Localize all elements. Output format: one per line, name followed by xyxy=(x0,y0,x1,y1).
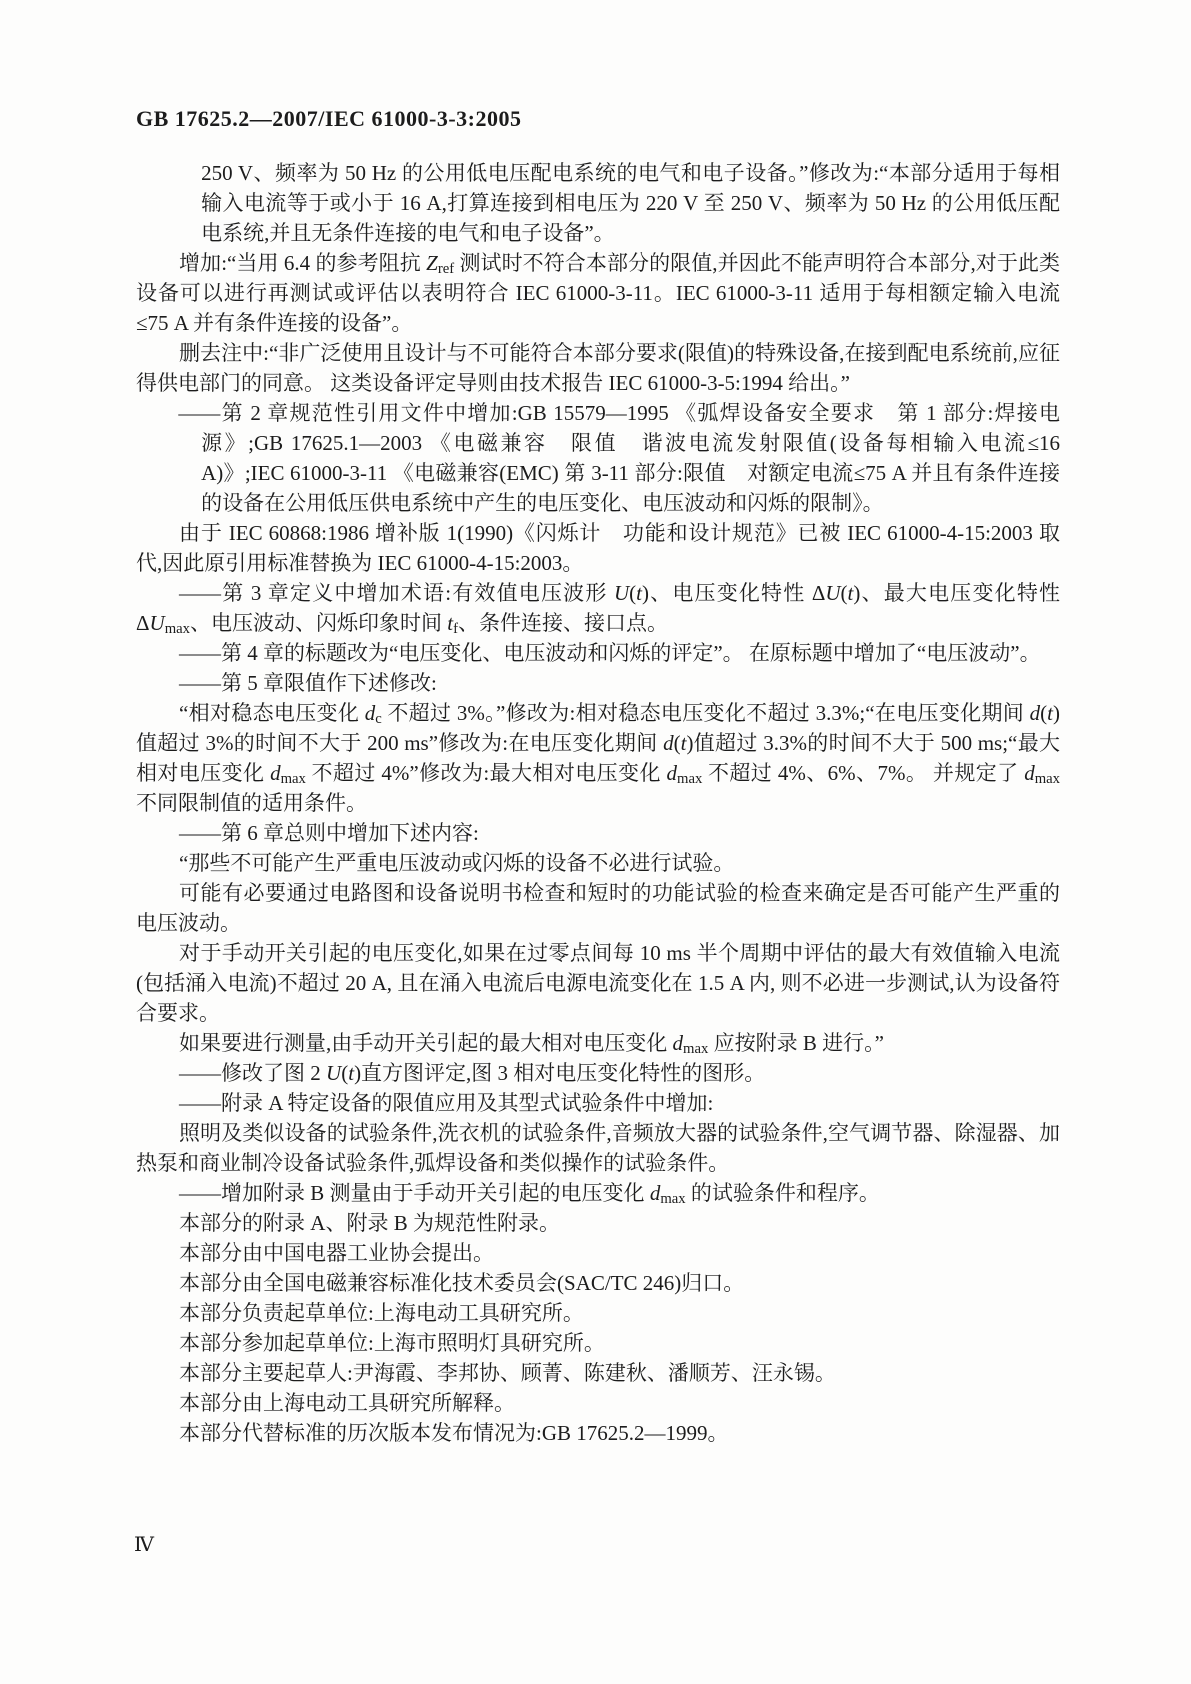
paragraph: ——第 3 章定义中增加术语:有效值电压波形 U(t)、电压变化特性 ΔU(t)、最大电压变化特性 $\Delta U_{max}$、电压波动、闪烁印象时间 $t_f$、条件连接、接口点。 xyxy=(136,581,1061,637)
paragraph: ——增加附录 B 测量由于手动开关引起的电压变化 $d_{max}$ 的试验条件和程序。 xyxy=(179,1181,880,1207)
paragraph: “相对稳态电压变化 $d_c$ 不超过 3%。”修改为:相对稳态电压变化不超过 3.3%;“在电压变化期间 d(t) 值超过 3%的时间不大于 200 ms”修改为:在电压变化期间 d(t)值超过 3.3%的时间不大于 500 ms;“最大相对电压变化 $d_{max}$ 不超过 4%”修改为:最大相对电压变化 $d_{max}$ 不超过 4%、6%、7%。 并规定了 $d_{max}$ 不同限制值的适用条件。 xyxy=(136,701,1060,815)
paragraph: 本部分由上海电动工具研究所解释。 xyxy=(179,1391,516,1415)
paragraph: ——修改了图 2 U(t)直方图评定,图 3 相对电压变化特性的图形。 xyxy=(179,1061,766,1085)
paragraph: 删去注中:“非广泛使用且设计与不可能符合本部分要求(限值)的特殊设备,在接到配电系统前,应征得供电部门的同意。 这类设备评定导则由技术报告 IEC 61000-3-5:1994 给出。” xyxy=(136,341,1060,395)
paragraph: ——附录 A 特定设备的限值应用及其型式试验条件中增加: xyxy=(179,1091,714,1115)
paragraph: 增加:“当用 6.4 的参考阻抗 $Z_{ref}$ 测试时不符合本部分的限值,并因此不能声明符合本部分,对于此类设备可以进行再测试或评估以表明符合 IEC 61000-3-11。IEC 61000-3-11 适用于每相额定输入电流≤75 A 并有条件连接的设备”。 xyxy=(136,251,1060,335)
paragraph: 250 V、频率为 50 Hz 的公用低电压配电系统的电气和电子设备。”修改为:“本部分适用于每相输入电流等于或小于 16 A,打算连接到相电压为 220 V 至 250 V、频率为 50 Hz 的公用低压配电系统,并且无条件连接的电气和电子设备”。 xyxy=(201,161,1060,245)
document-body xyxy=(136,158,1060,1448)
paragraph: “那些不可能产生严重电压波动或闪烁的设备不必进行试验。 xyxy=(179,851,735,875)
paragraph: ——第 5 章限值作下述修改: xyxy=(179,671,437,695)
paragraph: 本部分主要起草人:尹海霞、李邦协、顾菁、陈建秋、潘顺芳、汪永锡。 xyxy=(179,1361,836,1385)
paragraph: ——第 6 章总则中增加下述内容: xyxy=(179,821,479,845)
paragraph: 本部分负责起草单位:上海电动工具研究所。 xyxy=(179,1301,584,1325)
paragraph: 本部分代替标准的历次版本发布情况为:GB 17625.2—1999。 xyxy=(179,1421,729,1445)
paragraph: ——第 4 章的标题改为“电压变化、电压波动和闪烁的评定”。 在原标题中增加了“电压波动”。 xyxy=(179,641,1041,665)
paragraph: 如果要进行测量,由手动开关引起的最大相对电压变化 $d_{max}$ 应按附录 B 进行。” xyxy=(179,1031,884,1057)
paragraph: 本部分的附录 A、附录 B 为规范性附录。 xyxy=(179,1211,560,1235)
paragraph: 本部分由全国电磁兼容标准化技术委员会(SAC/TC 246)归口。 xyxy=(179,1271,745,1295)
paragraph: 本部分参加起草单位:上海市照明灯具研究所。 xyxy=(179,1331,605,1355)
paragraph: 由于 IEC 60868:1986 增补版 1(1990)《闪烁计 功能和设计规范》已被 IEC 61000-4-15:2003 取代,因此原引用标准替换为 IEC 61000-4-15:2003。 xyxy=(136,521,1060,575)
page-number: Ⅳ xyxy=(134,1534,154,1556)
paragraph: 本部分由中国电器工业协会提出。 xyxy=(179,1241,495,1265)
paragraph: 对于手动开关引起的电压变化,如果在过零点间每 10 ms 半个周期中评估的最大有效值输入电流(包括涌入电流)不超过 20 A, 且在涌入电流后电源电流变化在 1.5 A 内, 则不必进一步测试,认为设备符合要求。 xyxy=(136,941,1060,1025)
standard-number-header: GB 17625.2—2007/IEC 61000-3-3:2005 xyxy=(136,106,522,131)
paragraph: 可能有必要通过电路图和设备说明书检查和短时的功能试验的检查来确定是否可能产生严重的电压波动。 xyxy=(136,881,1060,935)
paragraph: 照明及类似设备的试验条件,洗衣机的试验条件,音频放大器的试验条件,空气调节器、除湿器、加热泵和商业制冷设备试验条件,弧焊设备和类似操作的试验条件。 xyxy=(136,1121,1060,1175)
paragraph: ——第 2 章规范性引用文件中增加:GB 15579—1995 《弧焊设备安全要求 第 1 部分:焊接电源》;GB 17625.1—2003 《电磁兼容 限值 谐波电流发射限值(设备每相输入电流≤16 A)》;IEC 61000-3-11 《电磁兼容(EMC) 第 3-11 部分:限值 对额定电流≤75 A 并且有条件连接的设备在公用低压供电系统中产生的电压变化、电压波动和闪烁的限制》。 xyxy=(178,401,1060,515)
